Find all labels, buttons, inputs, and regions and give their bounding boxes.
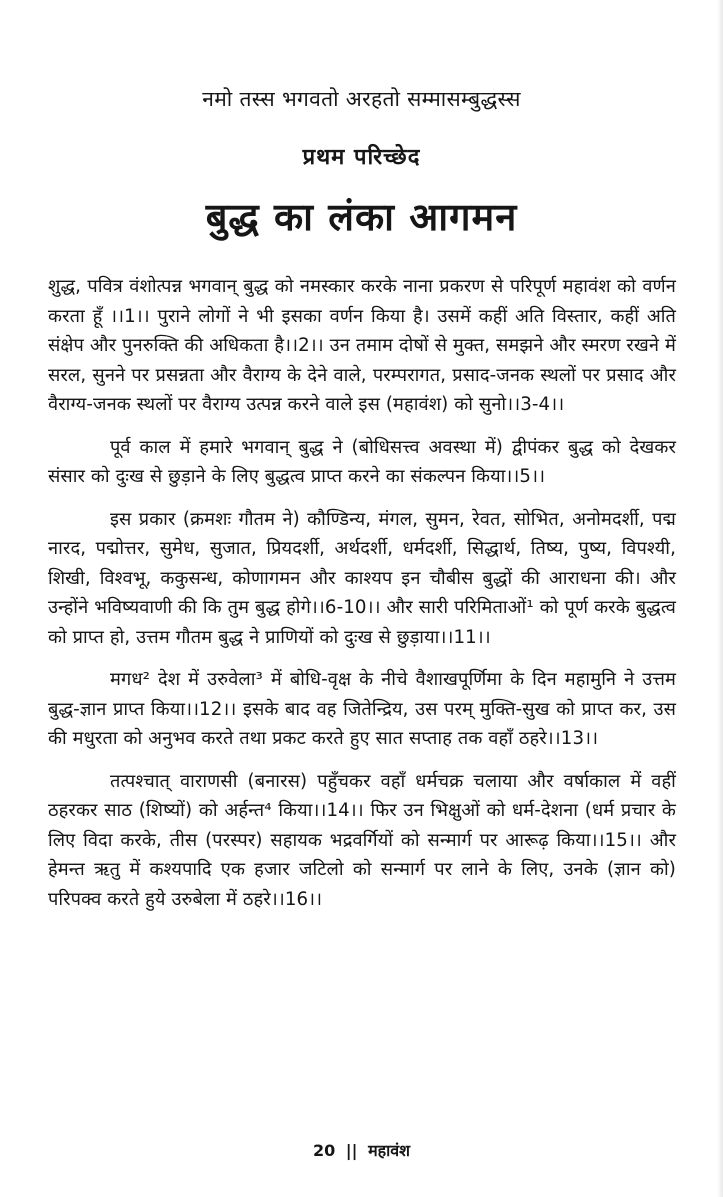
page-title: बुद्ध का लंका आगमन	[205, 195, 518, 239]
chapter-heading: प्रथम परिच्छेद	[302, 145, 421, 170]
page-footer	[0, 1140, 723, 1162]
paragraph-4: मगध² देश में उरुवेला³ में बोधि-वृक्ष के नीचे वैशाखपूर्णिमा के दिन महामुनि ने उत्तम बुद्ध-ज्ञान प्राप्त किया।।12।। इसके बाद वह जितेन्द्रिय, उस परम् मुक्ति-सुख को प्राप्त कर, उस की मधुरता को अनुभव करते तथा प्रकट करते हुए सात सप्ताह तक वहाँ ठहरे।।13।।	[48, 669, 676, 749]
page-edge-shadow	[717, 0, 723, 1197]
paragraph-2: पूर्व काल में हमारे भगवान् बुद्ध ने (बोधिसत्त्व अवस्था में) द्वीपंकर बुद्ध को देखकर संसार को दुःख से छुड़ाने के लिए बुद्धत्व प्राप्त करने का संकल्पन किया।।5।।	[48, 436, 676, 487]
book-name: महावंश	[368, 1141, 411, 1160]
footer-separator: ||	[345, 1141, 358, 1160]
paragraph-5: तत्पश्चात् वाराणसी (बनारस) पहुँचकर वहाँ धर्मचक्र चलाया और वर्षाकाल में वहीं ठहरकर साठ (शिष्यों) को अर्हन्त⁴ किया।।14।। फिर उन भिक्षुओं को धर्म-देशना (धर्म प्रचार के लिए विदा करके, तीस (परस्पर) सहायक भद्रवर्गियों को सन्मार्ग पर आरूढ़ किया।।15।। और हेमन्त ऋतु में कश्यपादि एक हजार जटिलो को सन्मार्ग पर लाने के लिए, उनके (ज्ञान को) परिपक्व करते हुये उरुबेला में ठहरे।।16।।	[48, 770, 676, 910]
page-number: 20	[312, 1141, 336, 1160]
paragraph-1: शुद्ध, पवित्र वंशोत्पन्न भगवान् बुद्ध को नमस्कार करके नाना प्रकरण से परिपूर्ण महावंश को वर्णन करता हूँ ।।1।। पुराने लोगों ने भी इसका वर्णन किया है। उसमें कहीं अति विस्तार, कहीं अति संक्षेप और पुनरुक्ति की अधिकता है।।2।। उन तमाम दोषों से मुक्त, समझने और स्मरण रखने में सरल, सुनने पर प्रसन्नता और वैराग्य के देने वाले, परम्परागत, प्रसाद-जनक स्थलों पर प्रसाद और वैराग्य-जनक स्थलों पर वैराग्य उत्पन्न करने वाले इस (महावंश) को सुनो।।3-4।।	[48, 276, 676, 415]
paragraph-3: इस प्रकार (क्रमशः गौतम ने) कौण्डिन्य, मंगल, सुमन, रेवत, सोभित, अनोमदर्शी, पद्म नारद, पद्मोत्तर, सुमेध, सुजात, प्रियदर्शी, अर्थदर्शी, धर्मदर्शी, सिद्धार्थ, तिष्य, पुष्य, विपश्यी, शिखी, विश्वभू, ककुसन्ध, कोणागमन और काश्यप इन चौबीस बुद्धों की आराधना की। और उन्होंने भविष्यवाणी की कि तुम बुद्ध होगे।।6-10।। और सारी परिमिताओं¹ को पूर्ण करके बुद्धत्व को प्राप्त हो, उत्तम गौतम बुद्ध ने प्राणियों को दुःख से छुड़ाया।।11।।	[48, 508, 676, 648]
body-text	[48, 272, 676, 927]
invocation-line: नमो तस्स भगवतो अरहतो सम्मासम्बुद्धस्स	[202, 87, 521, 111]
